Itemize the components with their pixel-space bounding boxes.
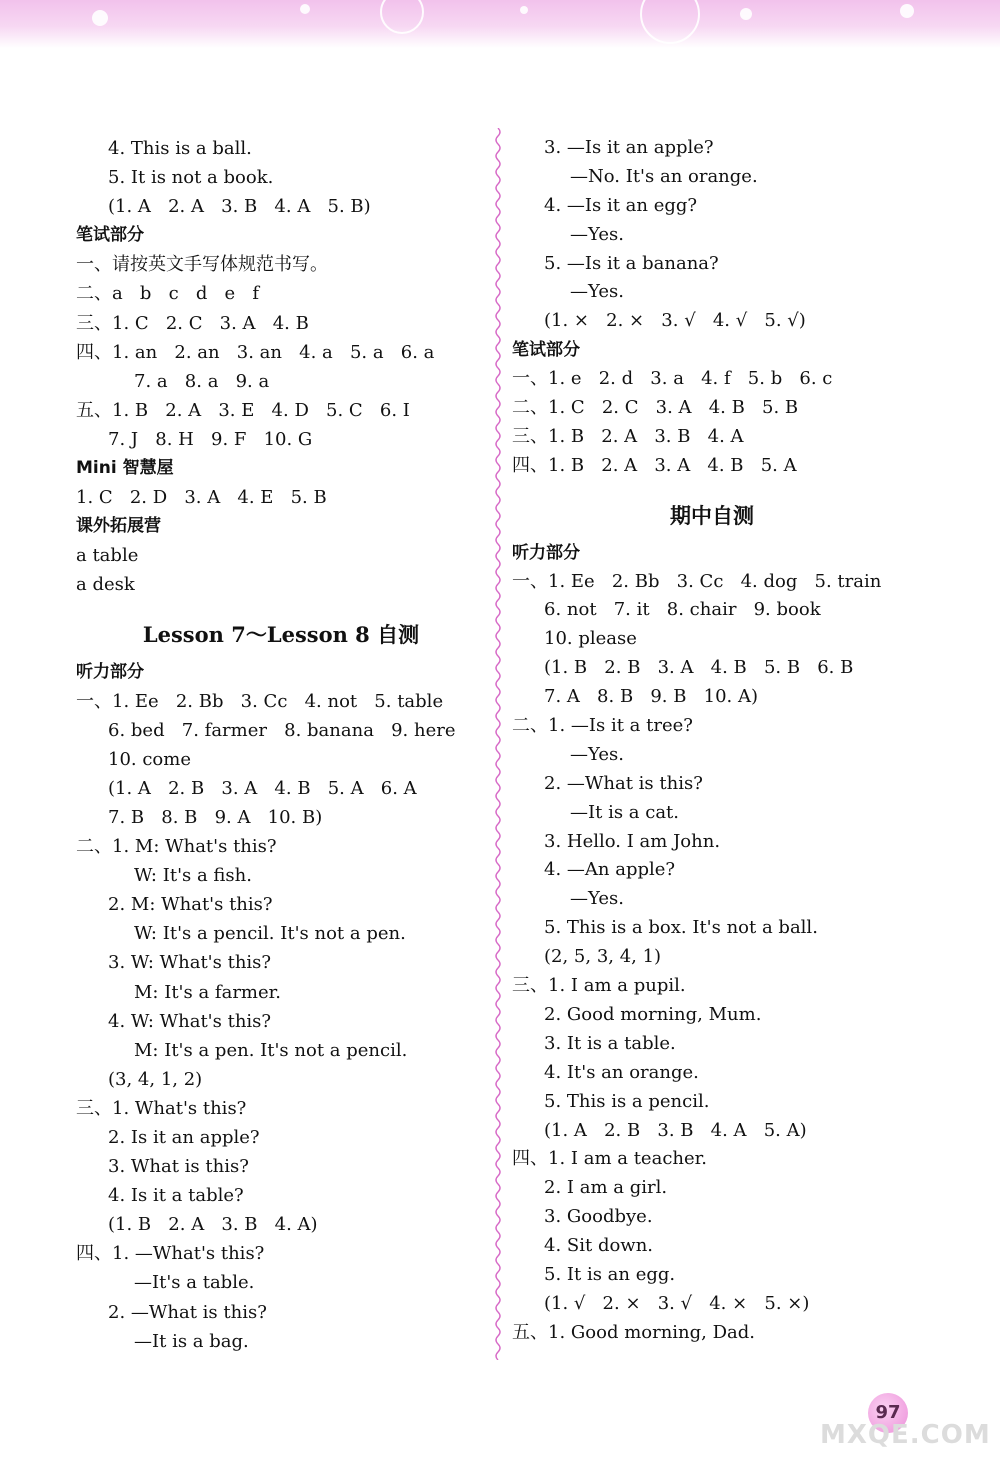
left-answer-line: (3, 4, 1, 2) xyxy=(108,1068,203,1090)
left-answer-line: 四、1. —What's this? xyxy=(76,1243,265,1265)
right-answer-line: 4. Sit down. xyxy=(544,1235,654,1257)
right-answer-line: (1. √ 2. × 3. √ 4. × 5. ×) xyxy=(544,1292,810,1314)
left-answer-line: 4. W: What's this? xyxy=(108,1010,272,1032)
right-answer-line: 6. not 7. it 8. chair 9. book xyxy=(544,599,821,621)
right-answer-line: 2. I am a girl. xyxy=(544,1177,668,1199)
left-answer-line: 一、1. Ee 2. Bb 3. Cc 4. not 5. table xyxy=(76,690,444,712)
left-answer-line: M: It's a pen. It's not a pencil. xyxy=(134,1039,408,1061)
right-answer-line: 3. Hello. I am John. xyxy=(544,830,721,852)
right-answer-line: —Yes. xyxy=(570,223,624,245)
right-answer-line: —Yes. xyxy=(570,743,624,765)
left-answer-line: 10. come xyxy=(108,748,191,770)
left-answer-line: 三、1. C 2. C 3. A 4. B xyxy=(76,312,309,334)
left-answer-line: (1. A 2. A 3. B 4. A 5. B) xyxy=(108,196,371,218)
right-answer-line: 三、1. B 2. A 3. B 4. A xyxy=(512,425,744,447)
right-answer-line: 三、1. I am a pupil. xyxy=(512,975,686,997)
right-answer-line: —Yes. xyxy=(570,281,624,303)
right-answer-line: 4. —An apple? xyxy=(544,859,676,881)
left-answer-line: 三、1. What's this? xyxy=(76,1097,247,1119)
left-answer-line: 6. bed 7. farmer 8. banana 9. here xyxy=(108,719,456,741)
left-answer-line: 二、a b c d e f xyxy=(76,283,259,305)
right-answer-line: 2. Good morning, Mum. xyxy=(544,1003,762,1025)
banner-dot xyxy=(740,8,752,20)
left-answer-line: (1. B 2. A 3. B 4. A) xyxy=(108,1214,318,1236)
right-answer-line: 3. It is a table. xyxy=(544,1032,676,1054)
left-answer-line: 7. B 8. B 9. A 10. B) xyxy=(108,806,323,828)
right-answer-line: 4. —Is it an egg? xyxy=(544,194,698,216)
left-answer-line: 四、1. an 2. an 3. an 4. a 5. a 6. a xyxy=(76,341,435,363)
left-answer-line: 7. a 8. a 9. a xyxy=(134,370,270,392)
banner-dot xyxy=(92,10,108,26)
right-answer-line: (1. B 2. B 3. A 4. B 5. B 6. B xyxy=(544,657,854,679)
left-answer-line: a table xyxy=(76,545,139,567)
right-answer-line: 二、1. —Is it a tree? xyxy=(512,715,693,737)
left-answer-line: —It's a table. xyxy=(134,1272,255,1294)
left-answer-line: 7. J 8. H 9. F 10. G xyxy=(108,428,313,450)
banner-dot xyxy=(520,6,528,14)
left-answer-line: a desk xyxy=(76,574,135,596)
right-answer-line: —Yes. xyxy=(570,888,624,910)
left-answer-line: W: It's a pencil. It's not a pen. xyxy=(134,923,406,945)
right-answer-line: 10. please xyxy=(544,628,637,650)
right-answer-line: 5. —Is it a banana? xyxy=(544,252,719,274)
right-answer-line: 一、1. Ee 2. Bb 3. Cc 4. dog 5. train xyxy=(512,570,882,592)
right-answer-line: (1. A 2. B 3. B 4. A 5. A) xyxy=(544,1119,807,1141)
right-answer-line: —No. It's an orange. xyxy=(570,165,758,187)
left-column xyxy=(76,134,486,1356)
banner-ring xyxy=(380,0,424,34)
left-answer-line: 4. Is it a table? xyxy=(108,1185,244,1207)
right-answer-line: 2. —What is this? xyxy=(544,772,703,794)
column-divider xyxy=(493,128,503,1360)
left-answer-line: 1. C 2. D 3. A 4. E 5. B xyxy=(76,487,327,509)
left-answer-line: W: It's a fish. xyxy=(134,865,252,887)
left-answer-line: —It is a bag. xyxy=(134,1330,249,1352)
section-heading: Mini 智慧屋 xyxy=(76,458,174,479)
left-answer-line: 2. M: What's this? xyxy=(108,894,273,916)
left-answer-line: 5. It is not a book. xyxy=(108,167,274,189)
right-answer-line: 一、1. e 2. d 3. a 4. f 5. b 6. c xyxy=(512,368,833,390)
right-answer-line: 二、1. C 2. C 3. A 4. B 5. B xyxy=(512,397,799,419)
right-answer-line: —It is a cat. xyxy=(570,801,680,823)
section-heading: 听力部分 xyxy=(76,661,144,682)
right-answer-line: 5. It is an egg. xyxy=(544,1263,676,1285)
right-column xyxy=(512,134,912,1348)
right-answer-line: 五、1. Good morning, Dad. xyxy=(512,1321,756,1343)
section-heading: 笔试部分 xyxy=(512,340,580,361)
section-title: 期中自测 xyxy=(670,502,754,528)
section-heading: 听力部分 xyxy=(512,542,580,563)
left-answer-line: 3. What is this? xyxy=(108,1156,249,1178)
right-answer-line: 3. —Is it an apple? xyxy=(544,137,714,158)
right-answer-line: 5. This is a box. It's not a ball. xyxy=(544,917,818,939)
left-answer-line: 4. This is a ball. xyxy=(108,138,252,159)
right-answer-line: 7. A 8. B 9. B 10. A) xyxy=(544,686,759,708)
left-answer-line: 2. Is it an apple? xyxy=(108,1127,260,1148)
section-heading: 笔试部分 xyxy=(76,225,144,246)
left-answer-line: 二、1. M: What's this? xyxy=(76,836,277,858)
right-answer-line: 四、1. I am a teacher. xyxy=(512,1148,707,1170)
page-number: 97 xyxy=(875,1402,901,1423)
banner-dot xyxy=(300,4,310,14)
watermark-text: MXQE.COM xyxy=(820,1420,991,1450)
left-answer-line: (1. A 2. B 3. A 4. B 5. A 6. A xyxy=(108,777,417,799)
left-answer-line: 3. W: What's this? xyxy=(108,952,272,974)
right-answer-line: 5. This is a pencil. xyxy=(544,1090,710,1112)
section-title: Lesson 7～Lesson 8 自测 xyxy=(142,621,420,647)
right-answer-line: (2, 5, 3, 4, 1) xyxy=(544,946,662,968)
right-answer-line: (1. × 2. × 3. √ 4. √ 5. √) xyxy=(544,310,806,332)
right-answer-line: 四、1. B 2. A 3. A 4. B 5. A xyxy=(512,454,797,476)
right-answer-line: 4. It's an orange. xyxy=(544,1061,699,1083)
left-answer-line: 五、1. B 2. A 3. E 4. D 5. C 6. I xyxy=(76,399,410,421)
section-heading: 课外拓展营 xyxy=(76,516,161,537)
left-answer-line: M: It's a farmer. xyxy=(134,981,281,1003)
right-answer-line: 3. Goodbye. xyxy=(544,1206,653,1228)
left-answer-line: 2. —What is this? xyxy=(108,1301,267,1323)
decorative-banner xyxy=(0,0,1000,48)
banner-ring xyxy=(640,0,700,44)
left-answer-line: 一、请按英文手写体规范书写。 xyxy=(76,254,328,276)
banner-dot xyxy=(900,4,914,18)
